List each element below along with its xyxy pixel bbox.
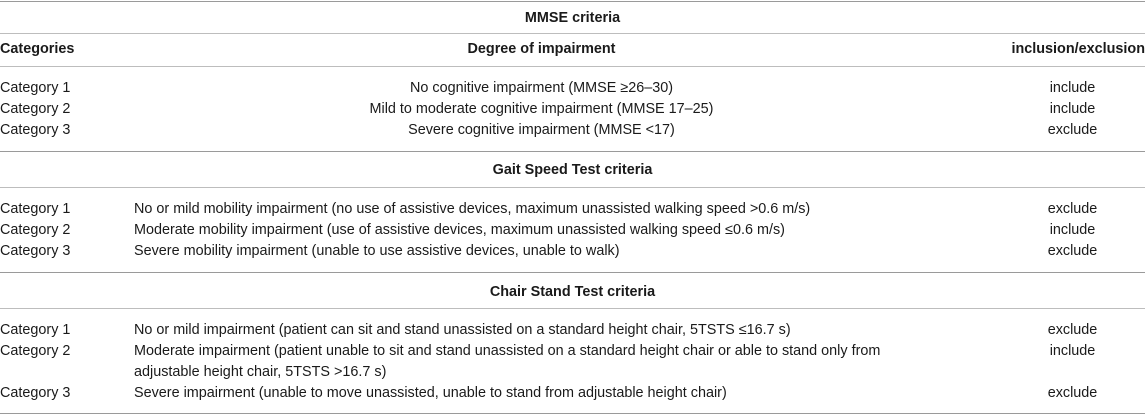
description-cell-line2: adjustable height chair, 5TSTS >16.7 s) <box>134 364 387 380</box>
description-cell: No or mild impairment (patient can sit and stand unassisted on a standard height chair, 5TSTS ≤16.7 s) <box>134 322 791 338</box>
description-cell: No or mild mobility impairment (no use of assistive devices, maximum unassisted walking speed >0.6 m/s) <box>134 201 811 217</box>
category-cell: Category 2 <box>0 101 71 117</box>
description-cell: Severe cognitive impairment (MMSE <17) <box>408 122 675 138</box>
decision-cell: include <box>1049 343 1096 359</box>
decision-cell: include <box>1049 222 1096 238</box>
col-header-degree: Degree of impairment <box>467 41 616 57</box>
table-row <box>0 201 1145 221</box>
table-row <box>0 222 1145 242</box>
description-cell: Severe impairment (unable to move unassisted, unable to stand from adjustable height chair) <box>134 385 727 401</box>
rule <box>0 33 1145 34</box>
rule <box>0 66 1145 67</box>
gait-section-title: Gait Speed Test criteria <box>492 162 653 178</box>
description-cell: Moderate mobility impairment (use of assistive devices, maximum unassisted walking speed ≤0.6 m/s) <box>134 222 785 238</box>
chair-section-title: Chair Stand Test criteria <box>489 284 656 300</box>
table-row <box>0 122 1145 142</box>
decision-cell: exclude <box>1047 201 1098 217</box>
bottom-rule <box>0 413 1145 414</box>
category-cell: Category 1 <box>0 80 71 96</box>
decision-cell: exclude <box>1047 122 1098 138</box>
rule <box>0 187 1145 188</box>
rule <box>0 151 1145 152</box>
category-cell: Category 2 <box>0 343 71 359</box>
description-cell: No cognitive impairment (MMSE ≥26–30) <box>409 80 674 96</box>
category-cell: Category 1 <box>0 322 71 338</box>
table-row <box>0 385 1145 405</box>
rule <box>0 272 1145 273</box>
decision-cell: exclude <box>1047 385 1098 401</box>
table-row <box>0 243 1145 263</box>
decision-cell: include <box>1049 101 1096 117</box>
mmse-section-title: MMSE criteria <box>524 10 621 26</box>
category-cell: Category 3 <box>0 385 71 401</box>
table-row <box>0 101 1145 121</box>
top-rule <box>0 1 1145 2</box>
category-cell: Category 3 <box>0 122 71 138</box>
col-header-categories: Categories <box>0 41 75 57</box>
table-row-continuation <box>0 364 1145 384</box>
decision-cell: exclude <box>1047 243 1098 259</box>
description-cell: Moderate impairment (patient unable to sit and stand unassisted on a standard height chair or able to stand only from <box>134 343 881 359</box>
category-cell: Category 1 <box>0 201 71 217</box>
table-row <box>0 80 1145 100</box>
rule <box>0 308 1145 309</box>
category-cell: Category 2 <box>0 222 71 238</box>
col-header-inclusion: inclusion/exclusion <box>1011 41 1145 57</box>
table-row <box>0 322 1145 342</box>
table-row <box>0 343 1145 363</box>
description-cell: Mild to moderate cognitive impairment (MMSE 17–25) <box>369 101 714 117</box>
description-cell: Severe mobility impairment (unable to use assistive devices, unable to walk) <box>134 243 620 259</box>
category-cell: Category 3 <box>0 243 71 259</box>
decision-cell: include <box>1049 80 1096 96</box>
decision-cell: exclude <box>1047 322 1098 338</box>
